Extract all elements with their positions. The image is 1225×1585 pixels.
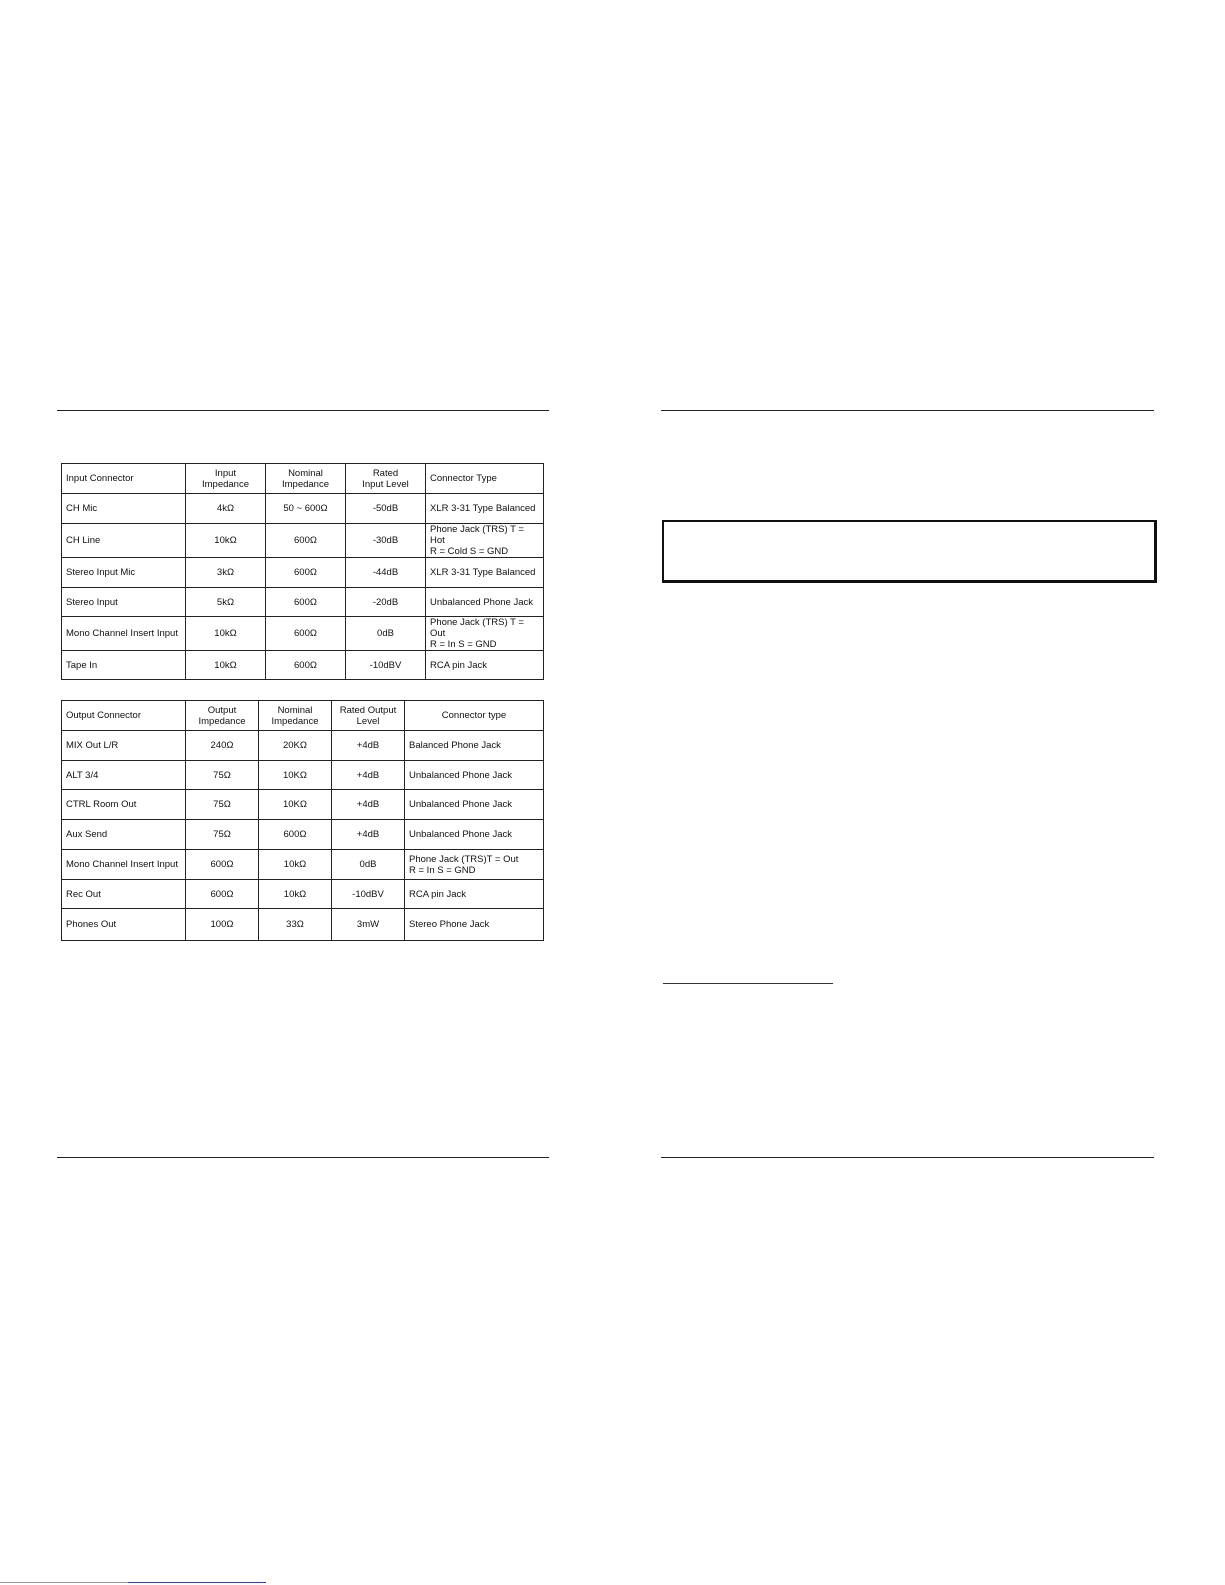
footnote-rule (663, 983, 833, 984)
cell-type: Phone Jack (TRS) T = Out R = In S = GND (426, 617, 544, 651)
cell-level: -10dBV (346, 651, 426, 680)
output-connector-table (61, 700, 544, 941)
cell-level: +4dB (332, 790, 405, 820)
table-row (62, 790, 544, 820)
cell-level: -44dB (346, 558, 426, 588)
cell-connector: Stereo Input Mic (62, 558, 186, 588)
cell-connector: Aux Send (62, 820, 186, 850)
cell-type: RCA pin Jack (426, 651, 544, 680)
cell-type: Unbalanced Phone Jack (405, 820, 544, 850)
note-box (662, 520, 1157, 583)
table-row (62, 731, 544, 761)
cell-impedance: 75Ω (186, 820, 259, 850)
cell-nominal: 50 ~ 600Ω (266, 494, 346, 524)
cell-nominal: 600Ω (266, 651, 346, 680)
cell-connector: Phones Out (62, 909, 186, 941)
cell-connector: Rec Out (62, 880, 186, 909)
cell-connector: MIX Out L/R (62, 731, 186, 761)
cell-type: RCA pin Jack (405, 880, 544, 909)
output-table-header-row (62, 701, 544, 731)
cell-type: Stereo Phone Jack (405, 909, 544, 941)
cell-level: +4dB (332, 820, 405, 850)
cell-level: +4dB (332, 731, 405, 761)
cell-nominal: 10KΩ (259, 790, 332, 820)
cell-impedance: 600Ω (186, 880, 259, 909)
cell-level: +4dB (332, 761, 405, 790)
cell-impedance: 600Ω (186, 850, 259, 880)
cell-type: Phone Jack (TRS) T = Hot R = Cold S = GND (426, 524, 544, 558)
cell-type: Balanced Phone Jack (405, 731, 544, 761)
table-row (62, 588, 544, 617)
cell-nominal: 600Ω (259, 820, 332, 850)
cell-level: -50dB (346, 494, 426, 524)
header-connector-type: Connector type (405, 701, 544, 731)
cell-connector: Mono Channel Insert Input (62, 850, 186, 880)
cell-impedance: 10kΩ (186, 617, 266, 651)
cell-impedance: 10kΩ (186, 651, 266, 680)
cell-level: 0dB (346, 617, 426, 651)
cell-nominal: 33Ω (259, 909, 332, 941)
cell-impedance: 100Ω (186, 909, 259, 941)
cell-type: XLR 3-31 Type Balanced (426, 494, 544, 524)
cell-impedance: 240Ω (186, 731, 259, 761)
header-rated-output-level: Rated Output Level (332, 701, 405, 731)
header-nominal-impedance: Nominal Impedance (266, 464, 346, 494)
header-rated-input-level: Rated Input Level (346, 464, 426, 494)
cell-connector: ALT 3/4 (62, 761, 186, 790)
cell-level: 0dB (332, 850, 405, 880)
cell-level: -10dBV (332, 880, 405, 909)
table-row (62, 761, 544, 790)
cell-type: Phone Jack (TRS)T = Out R = In S = GND (405, 850, 544, 880)
table-row (62, 880, 544, 909)
cell-connector: CH Line (62, 524, 186, 558)
cell-nominal: 10KΩ (259, 761, 332, 790)
right-page-bottom-rule (661, 1157, 1154, 1158)
cell-connector: Stereo Input (62, 588, 186, 617)
header-connector-type: Connector Type (426, 464, 544, 494)
header-nominal-impedance: Nominal Impedance (259, 701, 332, 731)
cell-level: -30dB (346, 524, 426, 558)
input-connector-table (61, 463, 544, 680)
bottom-link-underline (128, 1582, 266, 1583)
cell-nominal: 600Ω (266, 617, 346, 651)
header-input-impedance: Input Impedance (186, 464, 266, 494)
cell-nominal: 600Ω (266, 524, 346, 558)
cell-connector: CTRL Room Out (62, 790, 186, 820)
cell-type: Unbalanced Phone Jack (405, 790, 544, 820)
cell-connector: Mono Channel Insert Input (62, 617, 186, 651)
cell-nominal: 10kΩ (259, 850, 332, 880)
cell-nominal: 20KΩ (259, 731, 332, 761)
cell-connector: CH Mic (62, 494, 186, 524)
cell-impedance: 4kΩ (186, 494, 266, 524)
cell-type: Unbalanced Phone Jack (426, 588, 544, 617)
table-row (62, 651, 544, 680)
cell-impedance: 75Ω (186, 761, 259, 790)
cell-impedance: 75Ω (186, 790, 259, 820)
right-page-top-rule (661, 410, 1154, 411)
table-row (62, 850, 544, 880)
cell-nominal: 10kΩ (259, 880, 332, 909)
cell-type: Unbalanced Phone Jack (405, 761, 544, 790)
left-page-top-rule (57, 410, 549, 411)
cell-impedance: 3kΩ (186, 558, 266, 588)
input-table-header-row (62, 464, 544, 494)
table-row (62, 617, 544, 651)
cell-nominal: 600Ω (266, 558, 346, 588)
cell-level: 3mW (332, 909, 405, 941)
table-row (62, 524, 544, 558)
bottom-edge-rule (0, 1582, 128, 1583)
cell-impedance: 10kΩ (186, 524, 266, 558)
header-input-connector: Input Connector (62, 464, 186, 494)
header-output-connector: Output Connector (62, 701, 186, 731)
cell-nominal: 600Ω (266, 588, 346, 617)
table-row (62, 558, 544, 588)
table-row (62, 820, 544, 850)
cell-impedance: 5kΩ (186, 588, 266, 617)
left-page-bottom-rule (57, 1157, 549, 1158)
cell-type: XLR 3-31 Type Balanced (426, 558, 544, 588)
cell-connector: Tape In (62, 651, 186, 680)
table-row (62, 909, 544, 941)
header-output-impedance: Output Impedance (186, 701, 259, 731)
table-row (62, 494, 544, 524)
cell-level: -20dB (346, 588, 426, 617)
